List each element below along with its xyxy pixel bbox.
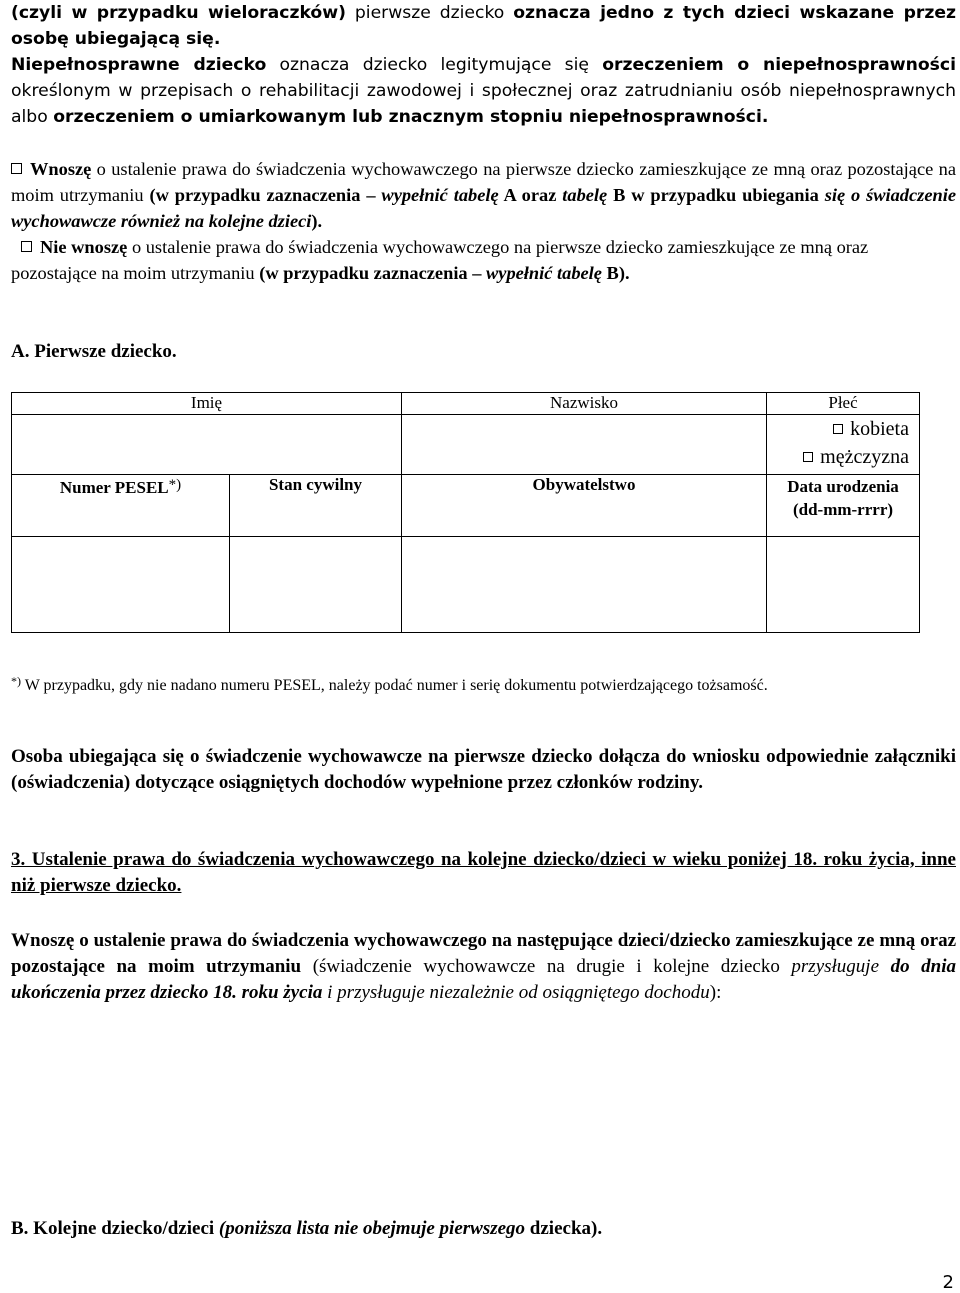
civil-status-cell[interactable] <box>230 537 402 633</box>
header-civil-status: Stan cywilny <box>230 475 402 537</box>
header-citizenship: Obywatelstwo <box>402 475 767 537</box>
option-no-request-first-child: Nie wnoszę o ustalenie prawa do świadczenia wychowawczego na pierwsze dziecko zamieszkujące ze mną oraz pozostające na moim utrzymaniu (w przypadku zaznaczenia – wypełnić tabelę B). <box>11 237 869 283</box>
option-request-first-child: Wnoszę o ustalenie prawa do świadczenia wychowawczego na pierwsze dziecko zamieszkujące ze mną oraz pozostające na moim utrzymaniu (w przypadku zaznaczenia – wypełnić tabelę A oraz tabelę B w przypadku ubiegania się o świadczenie wychowawcze również na kolejne dzieci). <box>11 159 956 231</box>
intro-block <box>11 0 956 130</box>
attachments-note: Osoba ubiegająca się o świadczenie wychowawcze na pierwsze dziecko dołącza do wniosku odpowiednie załączniki (oświadczenia) dotyczące osiągniętych dochodów wypełnione przez członków rodziny. <box>11 746 956 793</box>
intro-multiples-text: (czyli w przypadku wieloraczków) pierwsze dziecko oznacza jedno z tych dzieci wskazane przez osobę ubiegającą się. <box>11 3 957 49</box>
checkbox-request-first-child[interactable] <box>11 163 22 174</box>
section-b-title: B. Kolejne dziecko/dzieci (poniższa lista nie obejmuje pierwszego dziecka). <box>11 1218 603 1239</box>
header-sex: Płeć <box>767 393 920 415</box>
intro-disabled-definition: Niepełnosprawne dziecko oznacza dziecko legitymujące się orzeczeniem o niepełnosprawności określonym w przepisach o rehabilitacji zawodowej i społecznej oraz zatrudnianiu osób niepełnosprawnych albo orzeczeniem o umiarkowanym lub znacznym stopniu niepełnosprawności. <box>11 55 956 127</box>
pesel-footnote: *) W przypadku, gdy nie nadano numeru PESEL, należy podać numer i serię dokumentu potwierdzającego tożsamość. <box>11 674 768 694</box>
sex-option-female[interactable]: kobieta <box>767 415 909 443</box>
checkbox-female[interactable] <box>833 424 843 434</box>
header-first-name: Imię <box>12 393 402 415</box>
citizenship-cell[interactable] <box>402 537 767 633</box>
page-number: 2 <box>942 1272 954 1293</box>
request-subsequent-children: Wnoszę o ustalenie prawa do świadczenia wychowawczego na następujące dzieci/dziecko zamieszkujące ze mną oraz pozostające na moim utrzymaniu (świadczenie wychowawcze na drugie i kolejne dziecko przysługuje do dnia ukończenia przez dziecko 18. roku życia i przysługuje niezależnie od osiągniętego dochodu): <box>11 930 956 1003</box>
first-child-table <box>11 392 920 633</box>
last-name-cell[interactable] <box>402 415 767 475</box>
sex-option-male[interactable]: mężczyzna <box>767 443 909 471</box>
sex-options <box>767 415 920 475</box>
header-pesel: Numer PESEL*) <box>12 475 230 537</box>
section-a-title: A. Pierwsze dziecko. <box>11 341 177 362</box>
header-birth-date: Data urodzenia (dd-mm-rrrr) <box>767 475 920 537</box>
checkbox-male[interactable] <box>803 452 813 462</box>
checkbox-no-request-first-child[interactable] <box>21 241 32 252</box>
section-3-title: 3. Ustalenie prawa do świadczenia wychowawczego na kolejne dziecko/dzieci w wieku poniżej 18. roku życia, inne niż pierwsze dziecko. <box>11 849 956 896</box>
birth-date-cell[interactable] <box>767 537 920 633</box>
header-last-name: Nazwisko <box>402 393 767 415</box>
pesel-cell[interactable] <box>12 537 230 633</box>
first-name-cell[interactable] <box>12 415 402 475</box>
